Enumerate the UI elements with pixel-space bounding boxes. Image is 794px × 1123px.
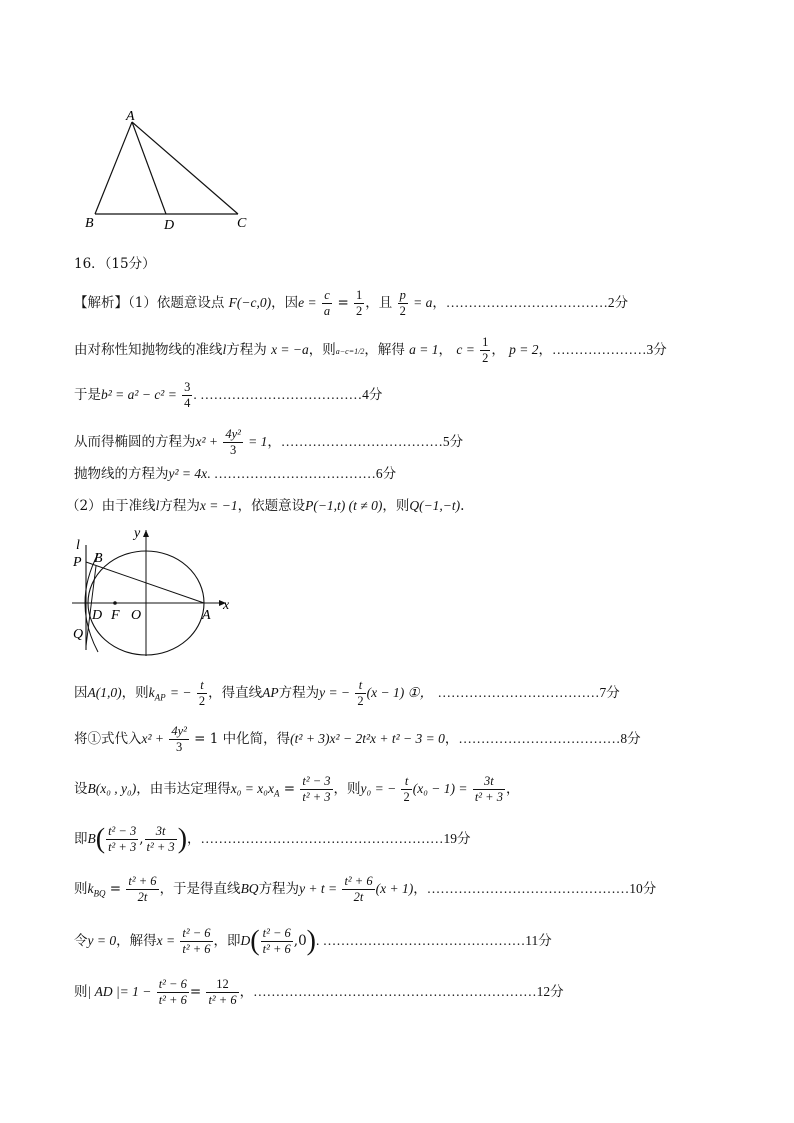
text: ，则 bbox=[382, 498, 410, 514]
text: （2）由于准线 bbox=[66, 498, 156, 514]
fraction bbox=[480, 335, 490, 366]
text: 则 bbox=[74, 984, 88, 1000]
numerator: 3t bbox=[473, 774, 505, 790]
text: = 1 中化简，得 bbox=[194, 731, 291, 747]
math: x = −1 bbox=[199, 498, 238, 513]
text: ，即 bbox=[213, 933, 241, 949]
score-unit: 分 bbox=[449, 434, 464, 450]
denominator: 2 bbox=[403, 790, 410, 804]
solution-line-9 bbox=[74, 774, 519, 805]
math: = bbox=[109, 881, 122, 897]
denominator: 2t bbox=[353, 890, 364, 904]
math: = bbox=[283, 781, 296, 797]
solution-line-4 bbox=[74, 427, 463, 458]
denominator: 2 bbox=[356, 304, 363, 318]
numerator: 3t bbox=[145, 824, 177, 840]
math-subscript: BQ bbox=[93, 888, 106, 899]
label-y: y bbox=[134, 526, 141, 541]
math: = − bbox=[169, 685, 192, 700]
numerator: t² − 6 bbox=[158, 977, 187, 991]
fraction bbox=[300, 774, 332, 805]
text: 因 bbox=[74, 685, 88, 701]
solution-line-6 bbox=[66, 497, 464, 515]
numerator: t² − 3 bbox=[108, 824, 137, 838]
math: BQ bbox=[240, 881, 259, 896]
fraction bbox=[157, 977, 189, 1008]
math: (x₀ − 1) = bbox=[412, 781, 468, 796]
solution-line-5 bbox=[74, 465, 396, 483]
score-unit: 分 bbox=[382, 466, 397, 482]
math: k bbox=[148, 685, 155, 700]
fraction bbox=[126, 874, 158, 905]
denominator: 2 bbox=[482, 351, 489, 365]
numerator: 4y² bbox=[171, 724, 187, 738]
numerator: t² + 6 bbox=[344, 874, 373, 888]
score-unit: 分 bbox=[653, 342, 667, 358]
numerator: c bbox=[322, 288, 332, 304]
text: ，则 bbox=[308, 342, 336, 358]
math: = 1 bbox=[248, 434, 268, 449]
math-small: a−c= bbox=[335, 347, 355, 356]
label-f: F bbox=[111, 608, 120, 623]
denominator: t² + 3 bbox=[146, 840, 175, 854]
text: 设 bbox=[74, 781, 88, 797]
text: 则 bbox=[74, 881, 88, 897]
score-unit: 分 bbox=[457, 831, 471, 847]
problem-heading: 16．（15分） bbox=[74, 256, 156, 272]
dot-leader: ，………………………………8 bbox=[444, 731, 628, 746]
numerator: t bbox=[197, 678, 207, 694]
text: ，由韦达定理得 bbox=[136, 781, 231, 797]
fraction bbox=[197, 678, 207, 709]
line-bq bbox=[86, 566, 96, 646]
denominator: t² + 3 bbox=[108, 840, 137, 854]
denominator: 2 bbox=[357, 694, 364, 708]
solution-line-1 bbox=[74, 288, 628, 319]
text: 方程为 bbox=[278, 685, 320, 701]
numerator: t bbox=[401, 774, 411, 790]
dot-leader: ，…………………3 bbox=[538, 342, 654, 357]
fraction bbox=[322, 288, 332, 319]
denominator: 4 bbox=[184, 396, 191, 410]
math: y₀ = − bbox=[360, 781, 397, 796]
text: . bbox=[460, 498, 465, 514]
fraction bbox=[355, 678, 365, 709]
numerator: 3 bbox=[184, 380, 191, 394]
numerator: 4y² bbox=[225, 427, 241, 441]
text: ， bbox=[438, 342, 453, 358]
math: e = bbox=[298, 295, 317, 310]
dot-leader: ，………………………………2 bbox=[432, 295, 615, 310]
text: 从而得椭圆的方程为 bbox=[74, 434, 196, 450]
y-axis-arrow-icon bbox=[143, 530, 149, 537]
math: c = bbox=[456, 342, 475, 357]
text: ,0 bbox=[293, 933, 307, 949]
text: ，解得 bbox=[116, 933, 157, 949]
fraction bbox=[145, 824, 177, 855]
text: 于是 bbox=[74, 387, 101, 403]
text: ，得直线 bbox=[208, 685, 263, 701]
score-unit: 分 bbox=[550, 984, 564, 1000]
fraction bbox=[473, 774, 505, 805]
right-paren: ) bbox=[177, 823, 188, 855]
fraction bbox=[182, 380, 192, 411]
denominator: t² + 6 bbox=[182, 942, 211, 956]
solution-line-2 bbox=[74, 335, 667, 366]
math: B bbox=[87, 831, 96, 846]
right-paren: ) bbox=[306, 925, 316, 957]
fraction bbox=[261, 926, 293, 957]
math: P(−1,t) (t ≠ 0) bbox=[305, 498, 383, 513]
numerator: t² − 6 bbox=[262, 926, 291, 940]
side-ab bbox=[95, 122, 132, 214]
denominator: 3 bbox=[229, 443, 237, 457]
denominator: 3 bbox=[175, 740, 183, 754]
text: ，则 bbox=[333, 781, 361, 797]
left-paren: ( bbox=[95, 823, 106, 855]
label-d: D bbox=[164, 218, 175, 233]
label-b: B bbox=[85, 216, 94, 231]
text: 令 bbox=[74, 933, 88, 949]
segment-ad bbox=[132, 122, 166, 214]
text: 方程为 bbox=[258, 881, 300, 897]
math: Q(−1,−t) bbox=[409, 498, 461, 513]
denominator: t² + 6 bbox=[158, 993, 187, 1007]
math: y² = 4x bbox=[168, 466, 208, 481]
denominator: 2 bbox=[198, 694, 206, 708]
text: 抛物线的方程为 bbox=[74, 466, 169, 482]
math: y + t = bbox=[299, 881, 338, 896]
denominator: 2t bbox=[137, 890, 148, 904]
text: ， bbox=[505, 781, 520, 797]
denominator: 2 bbox=[399, 304, 406, 318]
dot-leader: . ………………………………4 bbox=[193, 387, 369, 402]
solution-line-11 bbox=[74, 874, 656, 905]
denominator: a bbox=[323, 304, 331, 318]
score-unit: 分 bbox=[368, 387, 383, 403]
text: ， bbox=[491, 342, 505, 358]
label-c: C bbox=[237, 216, 247, 231]
ellipse-figure bbox=[68, 520, 238, 660]
denominator: t² + 3 bbox=[474, 790, 503, 804]
numerator: 12 bbox=[206, 977, 238, 993]
label-b: B bbox=[94, 551, 103, 566]
left-paren: ( bbox=[250, 925, 260, 957]
dot-leader: ，………………………………5 bbox=[267, 434, 450, 449]
math: p = 2 bbox=[509, 342, 539, 357]
fraction bbox=[398, 288, 408, 319]
math: b² = a² − c² = bbox=[101, 387, 177, 402]
solution-line-3 bbox=[74, 380, 382, 411]
text: , bbox=[139, 831, 144, 847]
math: y = − bbox=[319, 685, 351, 700]
fraction bbox=[401, 774, 411, 805]
math: (t² + 3)x² − 2t²x + t² − 3 = 0 bbox=[290, 731, 445, 746]
math: A(1,0) bbox=[87, 685, 122, 700]
text: ，解得 bbox=[364, 342, 405, 358]
text: 方程为 bbox=[159, 498, 200, 514]
text: ，且 bbox=[365, 295, 393, 311]
point-f bbox=[113, 601, 117, 605]
math: x² + bbox=[195, 434, 219, 449]
numerator: p bbox=[399, 288, 406, 302]
score-unit: 分 bbox=[606, 685, 620, 701]
text: 即 bbox=[74, 831, 88, 847]
math: l bbox=[222, 342, 227, 357]
denominator: t² + 3 bbox=[302, 790, 331, 804]
label-l: l bbox=[76, 538, 80, 553]
math: F(−c,0) bbox=[228, 295, 272, 310]
text: 【解析】（1）依题意设点 bbox=[74, 295, 225, 311]
dot-leader: ………………………………7 bbox=[437, 685, 607, 700]
math: (x + 1) bbox=[375, 881, 414, 896]
dot-leader: ，………………………………………………19 bbox=[187, 831, 458, 846]
math: = bbox=[189, 984, 202, 1000]
math: B(x₀ , y₀) bbox=[87, 781, 137, 796]
numerator: 1 bbox=[356, 288, 363, 302]
text: 方程为 bbox=[226, 342, 267, 358]
math-subscript: AP bbox=[154, 692, 166, 703]
label-a: A bbox=[126, 109, 135, 124]
math: k bbox=[87, 881, 94, 896]
dot-leader: ，………………………………………………………12 bbox=[239, 984, 551, 999]
numerator: t² − 3 bbox=[302, 774, 331, 788]
math: | AD |= 1 − bbox=[87, 984, 152, 999]
math: D bbox=[240, 933, 251, 948]
math: a = 1 bbox=[409, 342, 439, 357]
solution-line-10 bbox=[74, 824, 471, 855]
label-d: D bbox=[92, 608, 103, 623]
fraction bbox=[106, 824, 138, 855]
dot-leader: ，………………………………………10 bbox=[413, 881, 643, 896]
math: x = −a bbox=[271, 342, 309, 357]
label-x: x bbox=[223, 598, 230, 613]
math: AP bbox=[262, 685, 279, 700]
triangle-figure bbox=[80, 105, 260, 240]
label-q: Q bbox=[73, 627, 84, 642]
text: ，因 bbox=[271, 295, 299, 311]
text: ，依题意设 bbox=[237, 498, 306, 514]
fraction bbox=[342, 874, 374, 905]
score-unit: 分 bbox=[538, 933, 552, 949]
fraction bbox=[354, 288, 364, 319]
solution-line-12 bbox=[74, 926, 552, 957]
math: l bbox=[155, 498, 160, 513]
fraction bbox=[223, 427, 243, 458]
label-a: A bbox=[202, 608, 211, 623]
fraction bbox=[169, 724, 189, 755]
math: x₀ = x₀x bbox=[230, 781, 274, 796]
label-o: O bbox=[131, 608, 142, 623]
dot-leader: . ………………………………6 bbox=[207, 466, 383, 481]
fraction bbox=[206, 977, 238, 1008]
numerator: t bbox=[355, 678, 365, 694]
math: (x − 1) ①， bbox=[366, 685, 434, 700]
denominator: t² + 6 bbox=[208, 993, 237, 1007]
side-ac bbox=[132, 122, 238, 214]
score-unit: 分 bbox=[642, 881, 657, 897]
fraction bbox=[180, 926, 212, 957]
score-unit: 分 bbox=[627, 731, 641, 747]
solution-line-7 bbox=[74, 678, 620, 709]
math: x² + bbox=[141, 731, 165, 746]
text: ，于是得直线 bbox=[159, 881, 241, 897]
text: ，则 bbox=[121, 685, 149, 701]
dot-leader: . ………………………………………11 bbox=[316, 933, 539, 948]
solution-line-13 bbox=[74, 977, 564, 1008]
text: 将①式代入 bbox=[74, 731, 142, 747]
math-small: 1/2 bbox=[354, 347, 365, 356]
denominator: t² + 6 bbox=[262, 942, 291, 956]
line-pa bbox=[86, 562, 204, 603]
math-subscript: A bbox=[273, 788, 280, 799]
math: x = bbox=[156, 933, 176, 948]
solution-line-8 bbox=[74, 724, 641, 755]
numerator: t² + 6 bbox=[128, 874, 157, 888]
math: = a bbox=[413, 295, 433, 310]
numerator: t² − 6 bbox=[182, 926, 211, 940]
score-unit: 分 bbox=[614, 295, 629, 311]
math: y = 0 bbox=[87, 933, 117, 948]
label-p: P bbox=[73, 555, 82, 570]
numerator: 1 bbox=[482, 335, 489, 349]
text: 由对称性知抛物线的准线 bbox=[74, 342, 223, 358]
math: = bbox=[337, 295, 349, 311]
